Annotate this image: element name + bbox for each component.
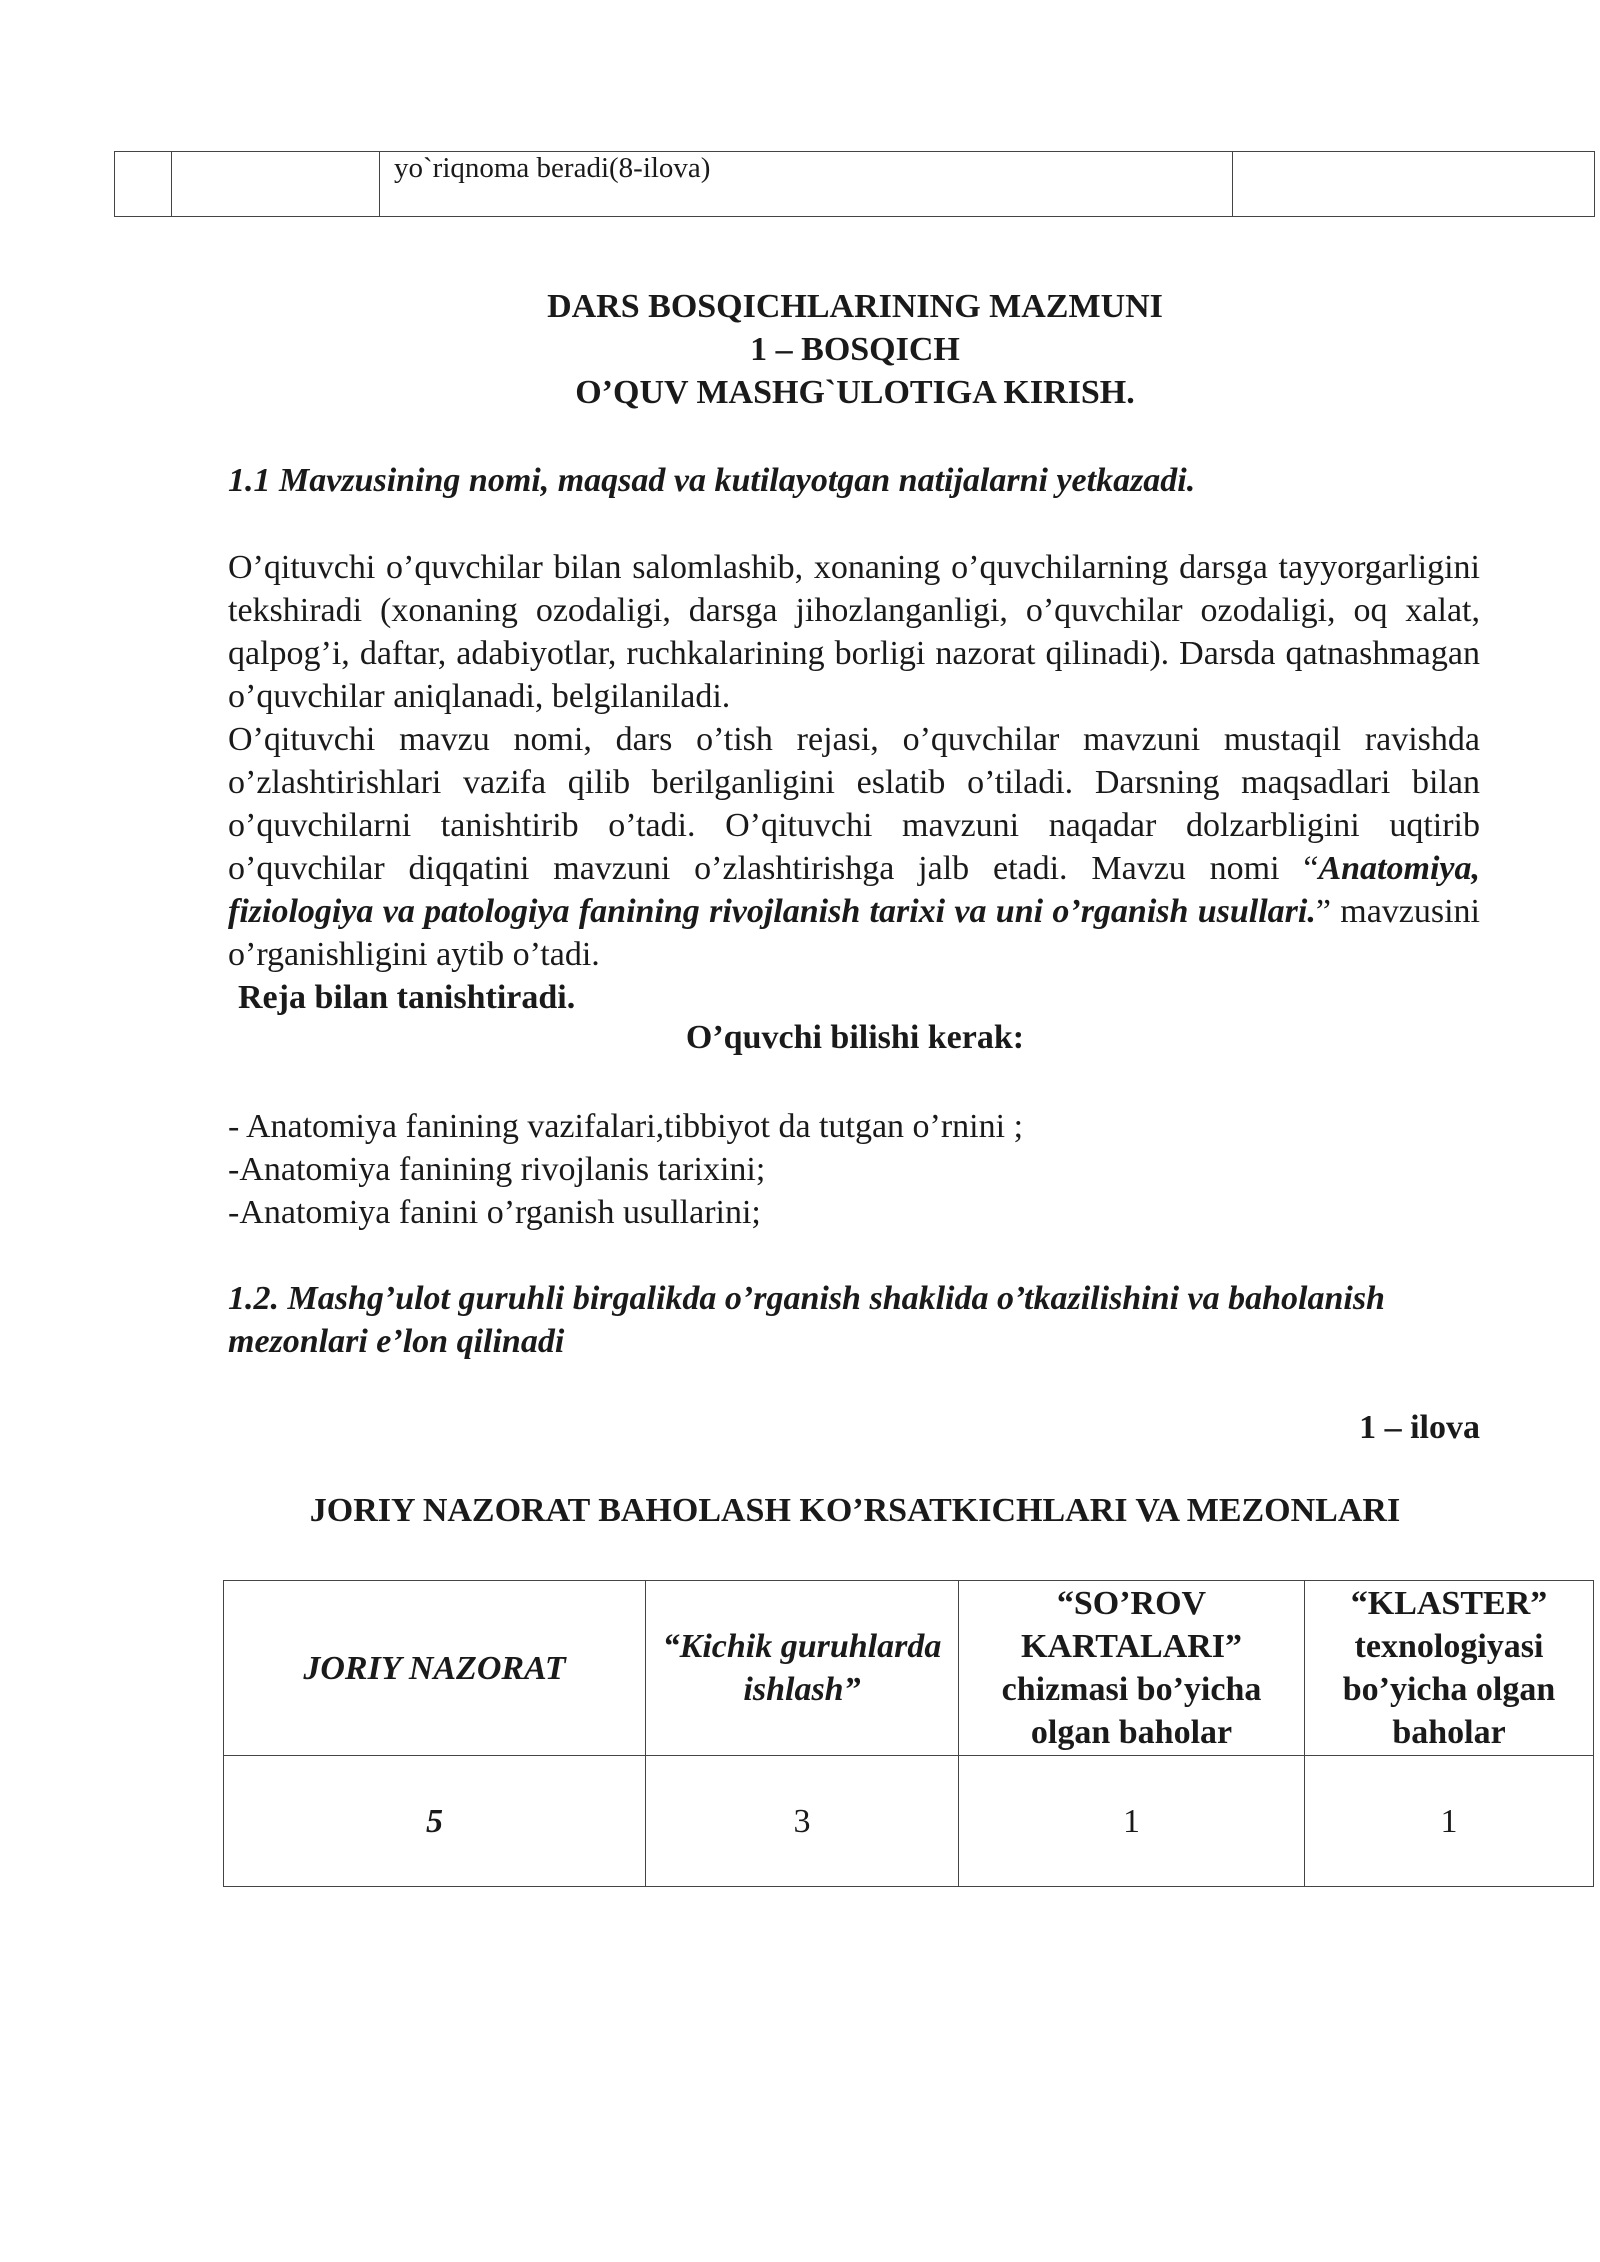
table-cell (1233, 152, 1595, 217)
reja-line: Reja bilan tanishtiradi. (238, 979, 576, 1016)
value-cell: 1 (959, 1756, 1305, 1887)
value-cell: 3 (646, 1756, 959, 1887)
criteria-table (223, 1580, 1594, 1887)
table-cell (115, 152, 172, 217)
paragraph-topic-after: ” mavzusini o’rganishligini aytib o’tadi. (228, 893, 1481, 973)
header-cell-sorov-kartalari: “SO’ROV KARTALARI” chizmasi bo’yicha olgan baholar (959, 1581, 1305, 1756)
table-row (224, 1756, 1594, 1887)
paragraph-greeting: O’qituvchi o’quvchilar bilan salomlashib, xonaning o’quvchilarning darsga tayyorgarligini tekshiradi (xonaning ozodaligi, darsga jihozlanganligi, o’quvchilar ozodaligi, oq xalat, qalpog’i, daftar, adabiyotlar, ruchkalarining borligi nazorat qilinadi). Darsda qatnashmagan o’quvchilar aniqlanadi, belgilaniladi. (228, 549, 1480, 715)
must-know-heading: O’quvchi bilishi kerak: (685, 1019, 1025, 1056)
main-heading: DARS BOSQICHLARINING MAZMUNI (547, 288, 1163, 325)
topic-name: Anatomiya, fiziologiya va patologiya fanining rivojlanish tarixi va uni o’rganish usullari. (228, 850, 1480, 930)
table-cell: yo`riqnoma beradi(8-ilova) (380, 152, 1233, 217)
section-1-2-title: 1.2. Mashg’ulot guruhli birgalikda o’rganish shaklida o’tkazilishini va baholanish mezonlari e’lon qilinadi (228, 1280, 1385, 1360)
table-header-row (224, 1581, 1594, 1756)
paragraph-topic (228, 718, 1480, 976)
criteria-title: JORIY NAZORAT BAHOLASH KO’RSATKICHLARI VA MEZONLARI (309, 1492, 1401, 1529)
header-cell-klaster: “KLASTER” texnologiyasi bo’yicha olgan baholar (1305, 1581, 1594, 1756)
table-row (115, 152, 1595, 217)
list-item: - Anatomiya fanining vazifalari,tibbiyot da tutgan o’rnini ; (228, 1108, 1024, 1145)
value-cell: 5 (224, 1756, 646, 1887)
stage-heading: 1 – BOSQICH (750, 331, 960, 368)
stage-subheading: O’QUV MASHG`ULOTIGA KIRISH. (575, 374, 1135, 411)
header-cell-kichik-guruhlarda: “Kichik guruhlarda ishlash” (646, 1581, 959, 1756)
paragraph-topic-before: O’qituvchi mavzu nomi, dars o’tish rejasi, o’quvchilar mavzuni mustaqil ravishda o’zlashtirishlari vazifa qilib berilganligini eslatib o’tiladi. Darsning maqsadlari bilan o’quvchilarni tanishtirib o’tadi. O’qituvchi mavzuni naqadar dolzarbligini uqtirib o’quvchilar diqqatini mavzuni o’zlashtirishga jalb etadi. Mavzu nomi “ (228, 721, 1480, 887)
table-cell (172, 152, 380, 217)
top-table-fragment (114, 151, 1595, 217)
appendix-label: 1 – ilova (1359, 1409, 1480, 1446)
header-cell-joriy-nazorat: JORIY NAZORAT (224, 1581, 646, 1756)
value-cell: 1 (1305, 1756, 1594, 1887)
list-item: -Anatomiya fanini o’rganish usullarini; (228, 1194, 761, 1231)
list-item: -Anatomiya fanining rivojlanis tarixini; (228, 1151, 766, 1188)
must-know-list (228, 1105, 1480, 1234)
section-1-1-title: 1.1 Mavzusining nomi, maqsad va kutilayotgan natijalarni yetkazadi. (228, 462, 1196, 499)
